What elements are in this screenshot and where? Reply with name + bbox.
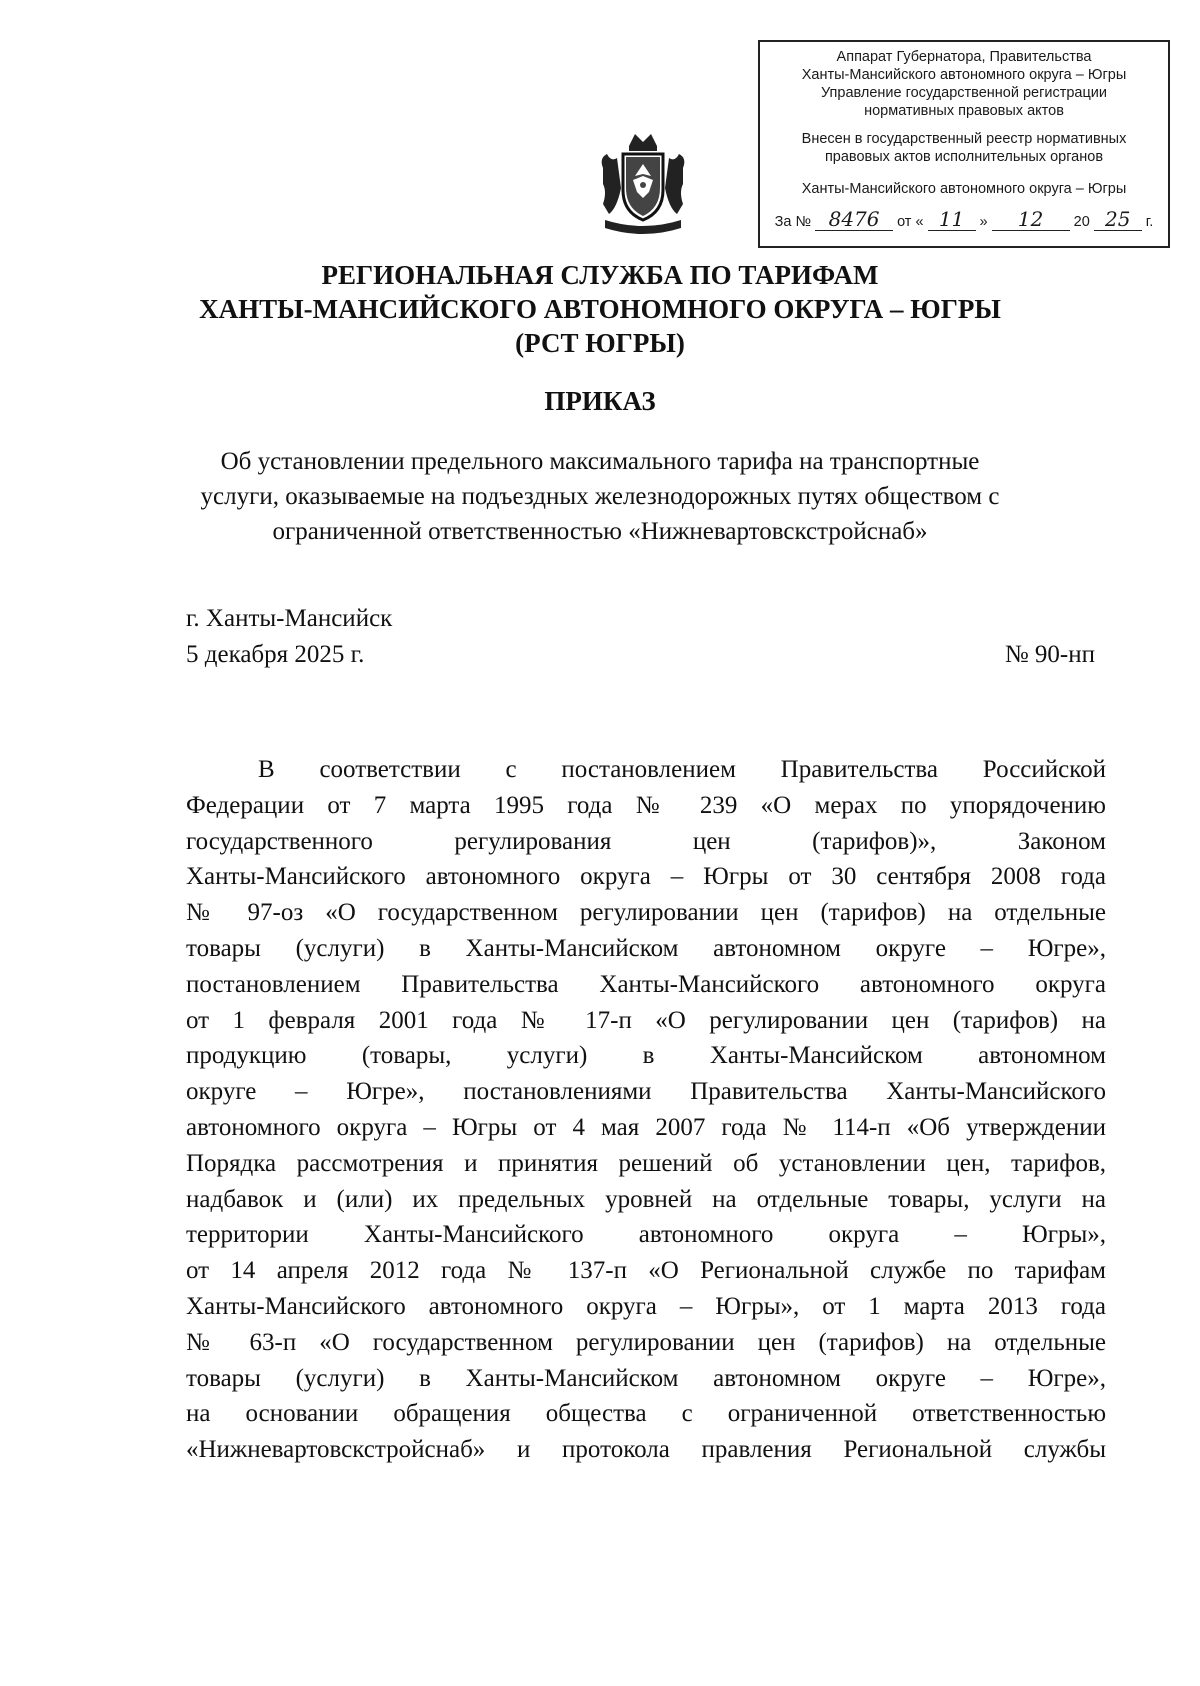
coat-of-arms-icon <box>595 128 691 240</box>
body-line: территории Ханты-Мансийского автономного округа – Югры», <box>186 1221 1106 1249</box>
document-place: г. Ханты-Мансийск <box>186 605 393 632</box>
body-line: № 97-оз «О государственном регулировании цен (тарифов) на отдельные <box>186 899 1106 927</box>
stamp-reg-year-end: г. <box>1145 214 1154 230</box>
body-line: постановлением Правительства Ханты-Мансийского автономного округа <box>186 970 1106 998</box>
stamp-registry-block <box>766 130 1162 166</box>
body-line: от 1 февраля 2001 года № 17-п «О регулировании цен (тарифов) на <box>186 1006 1106 1034</box>
body-line: автономного округа – Югры от 4 мая 2007 года № 114-п «Об утверждении <box>186 1113 1106 1141</box>
stamp-line: Ханты-Мансийского автономного округа – Югры <box>801 67 1127 83</box>
org-title-line: РЕГИОНАЛЬНАЯ СЛУЖБА ПО ТАРИФАМ <box>321 260 879 290</box>
stamp-line: Внесен в государственный реестр нормативных <box>801 131 1127 147</box>
stamp-reg-day-close: » <box>979 214 988 230</box>
document-type-heading: ПРИКАЗ <box>544 386 656 416</box>
body-line: Ханты-Мансийского автономного округа – Югры», от 1 марта 2013 года <box>186 1292 1106 1320</box>
stamp-reg-year-suffix: 25 <box>1094 208 1142 231</box>
body-line: Ханты-Мансийского автономного округа – Югры от 30 сентября 2008 года <box>186 863 1106 891</box>
body-line: товары (услуги) в Ханты-Мансийском автономном округе – Югре», <box>186 1364 1106 1392</box>
stamp-reg-year-prefix: 20 <box>1073 214 1090 230</box>
body-line: от 14 апреля 2012 года № 137-п «О Региональной службе по тарифам <box>186 1257 1106 1285</box>
body-line: товары (услуги) в Ханты-Мансийском автономном округе – Югре», <box>186 934 1106 962</box>
stamp-region-block <box>766 180 1162 198</box>
body-line: Порядка рассмотрения и принятия решений об установлении цен, тарифов, <box>186 1149 1106 1177</box>
stamp-reg-number: 8476 <box>815 208 893 231</box>
stamp-reg-day: 11 <box>928 208 976 231</box>
body-line: округе – Югре», постановлениями Правительства Ханты-Мансийского <box>186 1078 1106 1106</box>
stamp-line: Аппарат Губернатора, Правительства <box>836 49 1092 65</box>
stamp-line: Ханты-Мансийского автономного округа – Югры <box>801 181 1127 197</box>
stamp-registration-row <box>766 208 1162 231</box>
stamp-line: Управление государственной регистрации <box>820 85 1108 101</box>
body-line: на основании обращения общества с ограниченной ответственностью <box>186 1400 1106 1428</box>
body-line: Федерации от 7 марта 1995 года № 239 «О мерах по упорядочению <box>186 791 1106 819</box>
body-line: В соответствии с постановлением Правительства Российской <box>258 756 1106 783</box>
stamp-reg-prefix: За № <box>774 214 812 230</box>
body-line: № 63-п «О государственном регулировании цен (тарифов) на отдельные <box>186 1328 1106 1356</box>
document-body <box>186 752 1106 1468</box>
org-title-line: ХАНТЫ-МАНСИЙСКОГО АВТОНОМНОГО ОКРУГА – ЮГРЫ <box>199 294 1001 324</box>
stamp-reg-month: 12 <box>992 208 1070 231</box>
body-line: надбавок и (или) их предельных уровней на отдельные товары, услуги на <box>186 1185 1106 1213</box>
org-title-line: (РСТ ЮГРЫ) <box>515 328 685 358</box>
document-number: № 90-нп <box>1004 641 1095 668</box>
subject-line: Об установлении предельного максимального тарифа на транспортные <box>220 448 980 475</box>
subject-line: ограниченной ответственностью «Нижневартовскстройснаб» <box>272 518 928 545</box>
stamp-line: нормативных правовых актов <box>864 103 1064 119</box>
document-date: 5 декабря 2025 г. <box>186 641 365 668</box>
registration-stamp <box>758 40 1170 248</box>
stamp-line: правовых актов исполнительных органов <box>824 149 1104 165</box>
stamp-reg-from: от « <box>897 214 924 230</box>
subject-line: услуги, оказываемые на подъездных железнодорожных путях обществом с <box>200 483 1000 510</box>
document-subject <box>170 444 1030 549</box>
body-line: государственного регулирования цен (тарифов)», Законом <box>186 827 1106 855</box>
body-line: продукцию (товары, услуги) в Ханты-Мансийском автономном <box>186 1042 1106 1070</box>
body-line: «Нижневартовскстройснаб» и протокола правления Региональной службы <box>186 1436 1106 1464</box>
